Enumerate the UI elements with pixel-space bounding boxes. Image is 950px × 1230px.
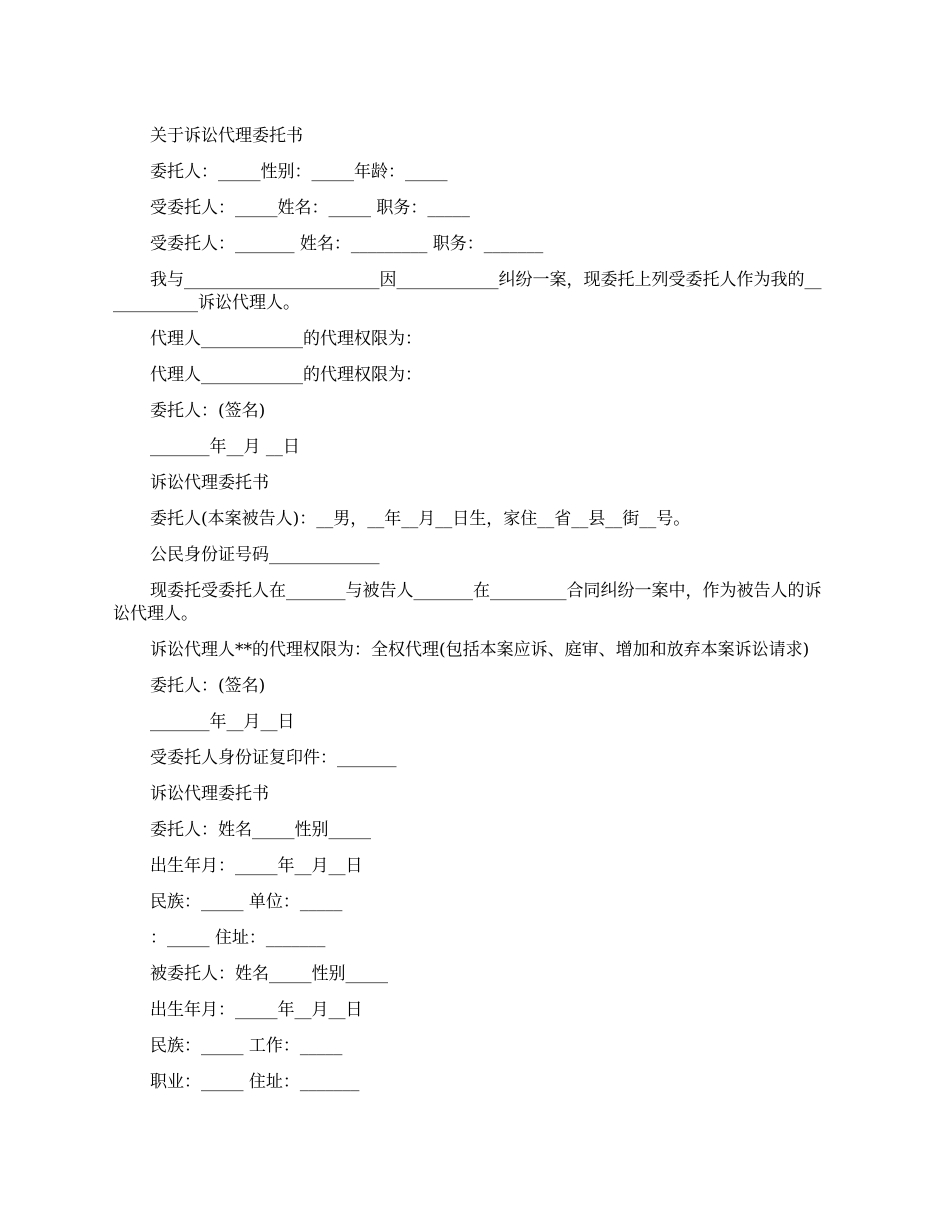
principal-name-gender: 委托人：姓名_____性别_____ — [150, 820, 371, 840]
agent-occupation-address: 职业：_____ 住址：_______ — [150, 1072, 360, 1092]
authority-scope-statement: 诉讼代理人**的代理权限为：全权代理(包括本案应诉、庭审、增加和放弃本案诉讼请求) — [150, 640, 810, 660]
agent-info-line-1: 受委托人：_____姓名：_____ 职务：_____ — [150, 198, 470, 218]
principal-signature-line-2: 委托人：(签名) — [150, 676, 266, 696]
principal-address: ：_____ 住址：_______ — [150, 928, 326, 948]
agent-info-line-2: 受委托人：_______ 姓名：_________ 职务：_______ — [150, 234, 544, 254]
agent-authority-line-2: 代理人____________的代理权限为： — [150, 365, 422, 385]
entrustment-statement: 我与_______________________因____________纠纷一案，现委托上列受委托人作为我的____________诉讼代理人。 — [113, 270, 822, 313]
agent-ethnicity-work: 民族：_____ 工作：_____ — [150, 1036, 343, 1056]
document-title: 关于诉讼代理委托书 — [150, 126, 303, 146]
date-line-2: _______年__月__日 — [150, 712, 295, 732]
section-title-3: 诉讼代理委托书 — [150, 784, 269, 804]
id-copy-line: 受委托人身份证复印件：_______ — [150, 748, 397, 768]
defendant-principal-info: 委托人(本案被告人)：__男，__年__月__日生，家住__省__县__街__号。 — [150, 509, 691, 529]
agent-authority-line-1: 代理人____________的代理权限为： — [150, 329, 422, 349]
id-number-line: 公民身份证号码_____________ — [150, 545, 380, 565]
entrustment-statement-2: 现委托受委托人在_______与被告人_______在_________合同纠纷一案中，作为被告人的诉讼代理人。 — [113, 581, 822, 624]
principal-birth-date: 出生年月：_____年__月__日 — [150, 856, 363, 876]
principal-signature-line: 委托人：(签名) — [150, 401, 266, 421]
section-title-2: 诉讼代理委托书 — [150, 473, 269, 493]
document-body — [113, 125, 828, 1107]
date-line: _______年__月 __日 — [150, 437, 300, 457]
agent-birth-date: 出生年月：_____年__月__日 — [150, 1000, 363, 1020]
principal-ethnicity-unit: 民族：_____ 单位：_____ — [150, 892, 343, 912]
agent-name-gender: 被委托人：姓名_____性别_____ — [150, 964, 388, 984]
principal-info-line: 委托人：_____性别：_____年龄：_____ — [150, 162, 448, 182]
